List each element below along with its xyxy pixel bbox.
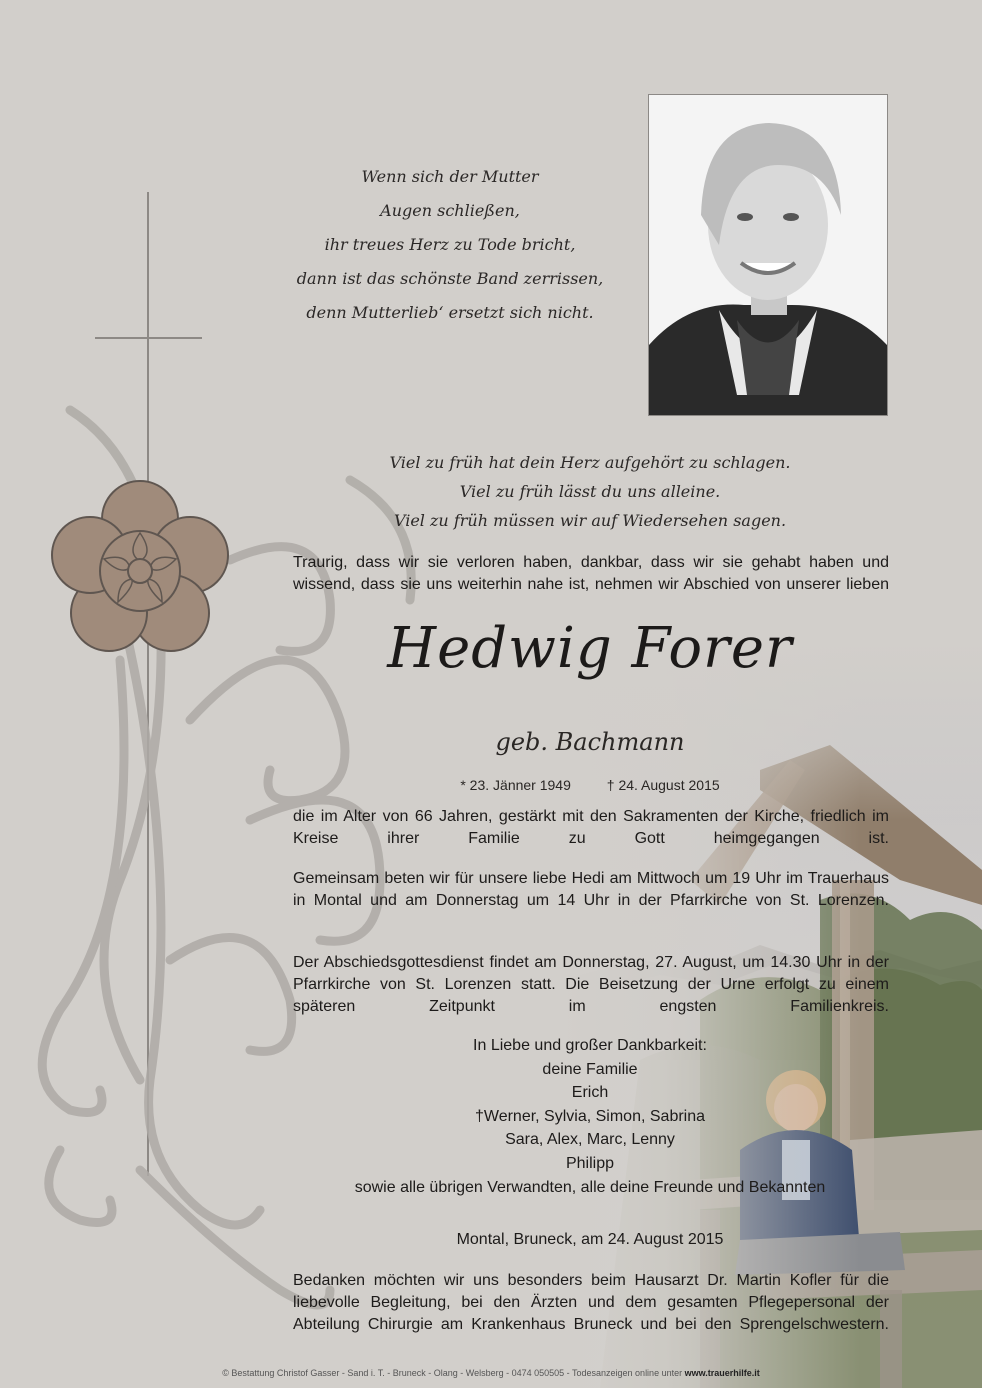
maiden-name: geb. Bachmann <box>495 728 685 756</box>
birth-date: * 23. Jänner 1949 <box>460 777 571 793</box>
family-line: Erich <box>571 1084 609 1102</box>
family-line: Sara, Alex, Marc, Lenny <box>505 1131 675 1149</box>
poem-top-line: Augen schließen, <box>380 201 520 220</box>
poem-top-line: ihr treues Herz zu Tode bricht, <box>324 235 576 254</box>
deceased-name: Hedwig Forer <box>387 616 793 681</box>
family-line: In Liebe und großer Dankbarkeit: <box>473 1037 707 1054</box>
poem-bottom-line: Viel zu früh hat dein Herz aufgehört zu schlagen. <box>389 453 791 472</box>
family-list <box>290 1034 890 1199</box>
footer-link[interactable]: www.trauerhilfe.it <box>684 1368 760 1378</box>
poem-top-line: dann ist das schönste Band zerrissen, <box>296 269 604 288</box>
flower-icon <box>52 481 228 651</box>
paragraph-service: Der Abschiedsgottesdienst findet am Donnerstag, 27. August, um 14.30 Uhr in der Pfarrkirche von St. Lorenzen statt. Die Beisetzung der Urne erfolgt zu einem späteren Zeitpunkt im engsten Familienkreis. <box>293 954 889 1015</box>
footer <box>0 1366 982 1380</box>
paragraph-passing: die im Alter von 66 Jahren, gestärkt mit den Sakramenten der Kirche, friedlich im Kreise ihrer Familie zu Gott heimgegangen ist. <box>293 808 889 847</box>
poem-bottom-line: Viel zu früh müssen wir auf Wiedersehen sagen. <box>393 511 787 530</box>
poem-bottom-line: Viel zu früh lässt du uns alleine. <box>459 482 721 501</box>
poem-top-line: denn Mutterlieb‘ ersetzt sich nicht. <box>306 303 594 322</box>
poem-bottom <box>340 448 840 535</box>
family-line: sowie alle übrigen Verwandten, alle deine Freunde und Bekannten <box>354 1178 826 1196</box>
paragraph-prayer: Gemeinsam beten wir für unsere liebe Hedi am Mittwoch um 19 Uhr im Trauerhaus in Montal und am Donnerstag um 14 Uhr in der Pfarrkirche von St. Lorenzen. <box>293 870 889 909</box>
portrait-photo <box>648 94 888 416</box>
family-line: Philipp <box>565 1154 615 1172</box>
footer-text: © Bestattung Christof Gasser - Sand i. T. - Bruneck - Olang - Welsberg - 0474 050505 - Todesanzeigen online unter <box>222 1368 683 1378</box>
place-and-date: Montal, Bruneck, am 24. August 2015 <box>456 1231 724 1248</box>
intro-text: Traurig, dass wir sie verloren haben, dankbar, dass wir sie gehabt haben und wissend, dass sie uns weiterhin nahe ist, nehmen wir Abschied von unserer lieben <box>293 554 889 593</box>
family-line: †Werner, Sylvia, Simon, Sabrina <box>474 1107 706 1125</box>
life-dates <box>290 774 890 796</box>
family-line: deine Familie <box>542 1060 638 1078</box>
poem-top-line: Wenn sich der Mutter <box>361 167 539 186</box>
death-date: † 24. August 2015 <box>606 777 720 793</box>
poem-top <box>260 160 640 330</box>
thanks-text: Bedanken möchten wir uns besonders beim Hausarzt Dr. Martin Kofler für die liebevolle Begleitung, bei den Ärzten und dem gesamten Pflegepersonal der Abteilung Chirurgie am Krankenhaus Bruneck und bei den Sprengelschwestern. <box>293 1272 889 1333</box>
